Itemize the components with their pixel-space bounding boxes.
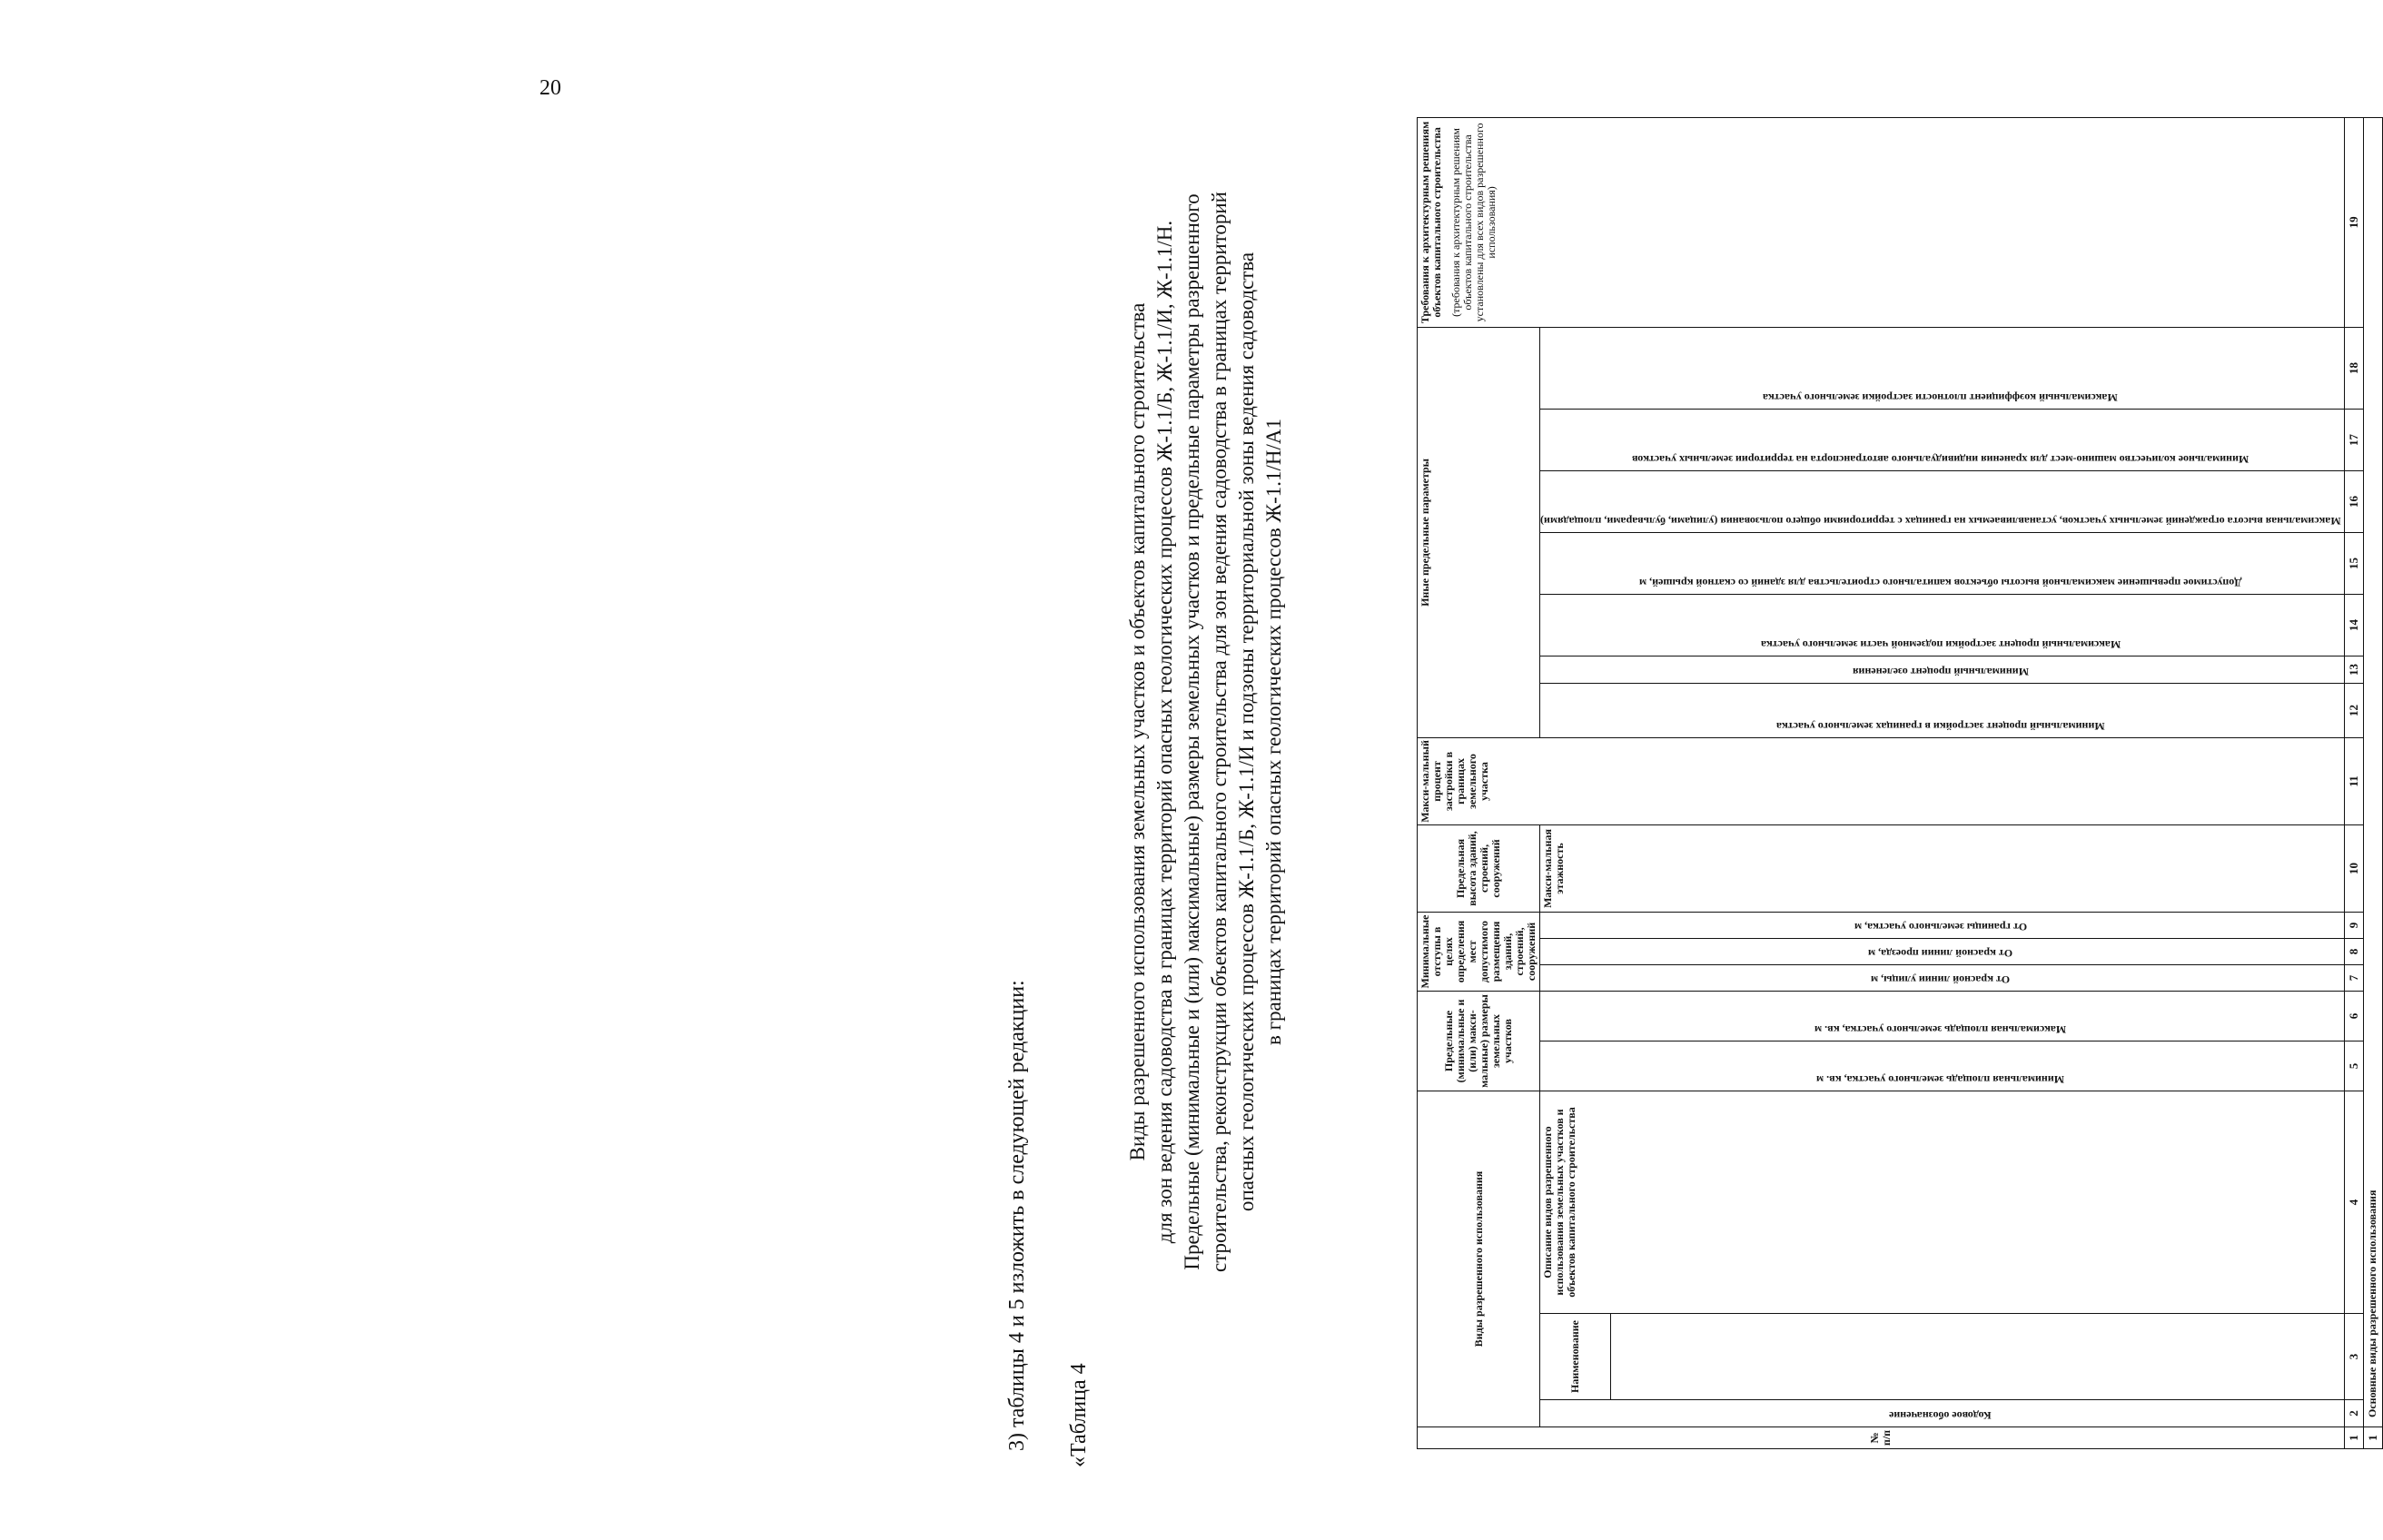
rotated-page-content (1005, 105, 2380, 1467)
column-number: 1 (2344, 1427, 2363, 1449)
header-p18: Максимальный коэффициент плотности застройки земельного участка (1540, 327, 2345, 409)
header-description: Описание видов разрешенного использования земельных участков и объектов капитального строительства (1540, 1091, 2345, 1313)
header-vri-group: Виды разрешенного использования (1418, 1091, 1540, 1426)
column-number: 11 (2344, 737, 2363, 824)
header-p16: Максимальная высота ограждений земельных участков, устанавливаемых на границах с территориями общего пользования (улицами, бульварами, площадями) (1540, 470, 2345, 532)
header-height: Предельная высота зданий, строений, сооружений (1418, 824, 1540, 912)
column-number: 7 (2344, 964, 2363, 991)
column-number: 16 (2344, 470, 2363, 532)
table-label: «Таблица 4 (1067, 1363, 1091, 1467)
column-number: 10 (2344, 824, 2363, 912)
header-max-coverage: Макси-мальный процент застройки в границах земельного участка (1418, 737, 2345, 824)
title-line: Виды разрешенного использования земельных участков и объектов капитального строительства (1126, 302, 1149, 1161)
title-line: строительства, реконструкции объектов капитального строительства для зон ведения садоводства в границах территорий (1208, 192, 1231, 1272)
arch-requirements-note: (требования к архитектурным решениям объектов капитального строительства установлены для всех видов разрешенного использования) (1449, 123, 1498, 322)
section-row-number: 1 (2363, 1427, 2382, 1449)
column-number: 12 (2344, 683, 2363, 737)
header-p17: Минимальное количество машино-мест для хранения индивидуального автотранспорта на территории земельных участков (1540, 409, 2345, 470)
header-arch-requirements (1418, 117, 2345, 327)
header-min-area: Минимальная площадь земельного участка, кв. м (1540, 1041, 2345, 1091)
header-name-cont (1610, 1314, 2344, 1400)
header-max-area: Максимальная площадь земельного участка, кв. м (1540, 991, 2345, 1041)
title-line: опасных геологических процессов Ж-1.1/Б, Ж-1.1/И и подзоны территориальной зоны ведения садоводства (1235, 252, 1258, 1212)
header-p15: Допустимое превышение максимальной высоты объектов капитального строительства для зданий со скатной крышей, м (1540, 532, 2345, 594)
intro-text: 3) таблицы 4 и 5 изложить в следующей редакции: (1005, 980, 1029, 1451)
column-number: 14 (2344, 594, 2363, 656)
column-number: 9 (2344, 912, 2363, 938)
column-number: 4 (2344, 1091, 2363, 1313)
column-number: 17 (2344, 409, 2363, 470)
column-number: 2 (2344, 1400, 2363, 1427)
header-no: № п/п (1418, 1427, 2345, 1449)
header-limit-sizes: Предельные (минимальные и (или) макси-мальные) размеры земельных участков (1418, 991, 1540, 1091)
page-number: 20 (539, 76, 561, 100)
header-setback-passage: От красной линии проезда, м (1540, 938, 2345, 964)
column-number: 18 (2344, 327, 2363, 409)
header-floors: Макси-мальная этажность (1540, 824, 2345, 912)
header-code: Кодовое обозначение (1540, 1400, 2345, 1427)
column-number: 13 (2344, 656, 2363, 683)
header-other: Иные предельные параметры (1418, 327, 1540, 737)
column-number: 15 (2344, 532, 2363, 594)
header-p14: Максимальный процент застройки подземной части земельного участка (1540, 594, 2345, 656)
title-line: для зон ведения садоводства в границах территорий опасных геологических процессов Ж-1.1/Б, Ж-1.1/И, Ж-1.1/Н. (1153, 220, 1176, 1244)
title-line: Предельные (минимальные и (или) максимальные) размеры земельных участков и предельные параметры разрешенного (1181, 193, 1203, 1270)
arch-requirements-title: Требования к архитектурным решениям объектов капитального строительства (1419, 121, 1443, 324)
section-row-title: Основные виды разрешенного использования (2363, 117, 2382, 1426)
column-number: 8 (2344, 938, 2363, 964)
column-number: 19 (2344, 117, 2363, 327)
column-number: 5 (2344, 1041, 2363, 1091)
header-setbacks: Минимальные отступы в целях определения мест допустимого размещения зданий, строений, сооружений (1418, 912, 1540, 991)
title-line: в границах территорий опасных геологических процессов Ж-1.1/Н/А1 (1262, 418, 1285, 1046)
table-title (1124, 96, 1288, 1367)
column-number: 3 (2344, 1314, 2363, 1400)
header-p12: Минимальный процент застройки в границах земельного участка (1540, 683, 2345, 737)
header-name: Наименование (1540, 1314, 1611, 1400)
header-p13: Минимальный процент озеленения (1540, 656, 2345, 683)
regulations-table (1417, 117, 2383, 1449)
header-setback-street: От красной линии улицы, м (1540, 964, 2345, 991)
column-number: 6 (2344, 991, 2363, 1041)
header-setback-boundary: От границы земельного участка, м (1540, 912, 2345, 938)
